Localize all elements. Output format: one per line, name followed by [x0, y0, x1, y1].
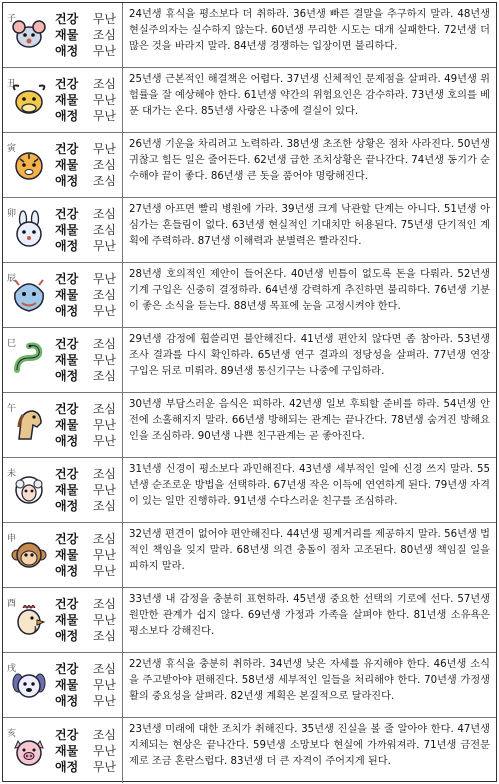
category-wealth-label: 재물: [55, 743, 79, 758]
health-value: 조심: [92, 727, 116, 742]
fortune-status: [55, 596, 122, 644]
category-love-label: 애정: [55, 304, 79, 318]
horoscope-row-12: [3, 718, 496, 783]
status-health: [55, 596, 116, 612]
row-header: [3, 328, 123, 392]
zodiac-hanja: 未: [7, 469, 17, 479]
wealth-value: 무난: [92, 548, 116, 562]
status-wealth: [55, 157, 116, 173]
status-wealth: [55, 417, 116, 433]
zodiac-hanja: 寅: [7, 144, 17, 154]
love-value: 조심: [92, 629, 116, 643]
status-health: [55, 727, 116, 743]
wealth-value: 조심: [92, 288, 116, 302]
category-health-label: 건강: [55, 467, 79, 481]
status-health: [55, 466, 116, 482]
health-value: 조심: [92, 662, 116, 676]
love-value: 조심: [92, 369, 116, 383]
health-value: 무난: [92, 272, 116, 286]
status-love: [55, 498, 116, 514]
zodiac-hanja: 巳: [7, 339, 17, 349]
status-wealth: [55, 222, 116, 238]
fortune-status: [55, 271, 122, 319]
wealth-value: 조심: [92, 28, 116, 42]
row-header: [3, 588, 123, 652]
wealth-value: 조심: [92, 158, 116, 172]
category-health-label: 건강: [55, 337, 79, 351]
category-health-label: 건강: [55, 402, 79, 416]
horoscope-row-10: [3, 588, 496, 653]
fortune-status: [55, 727, 122, 775]
status-love: [55, 173, 116, 189]
fortune-status: [55, 661, 122, 709]
zodiac-hanja: 丑: [7, 79, 17, 89]
zodiac-animal: [3, 263, 55, 327]
health-value: 조심: [92, 207, 116, 221]
health-value: 조심: [92, 77, 116, 91]
fortune-text: 31년생 신경이 평소보다 과민해진다. 43년생 세부적인 일에 신경 쓰지 말라. 55년생 순조로운 방법을 선택하라. 67년생 작은 이득에 연연하게 된다. 79년생 자격이 있는 일만 진행하라. 91년생 수다스러운 친구를 조심하라.: [129, 464, 490, 507]
love-value: 무난: [92, 759, 116, 774]
love-value: 무난: [92, 564, 116, 578]
row-header: [3, 523, 123, 587]
zodiac-animal: [3, 458, 55, 522]
category-wealth-label: 재물: [55, 223, 79, 237]
fortune-text: 24년생 휴식을 평소보다 더 취하라. 36년생 빠른 결말을 추구하지 말라. 48년생 현실주의자는 실수하지 않는다. 60년생 무리한 시도는 대개 실패한다. 72년생 더 많은 것을 바라지 말라. 84년생 경쟁하는 입장이면 불리하다.: [129, 9, 490, 52]
health-value: 조심: [92, 532, 116, 546]
category-health-label: 건강: [55, 662, 79, 676]
fortune-text: 26년생 기운을 차리려고 노력하라. 38년생 초조한 상황은 점차 사라진다. 50년생 귀찮고 힘든 일은 줄어든다. 62년생 급한 조치상황은 끝나간다. 74년생 동기가 순수해야 끝이 좋다. 86년생 큰 돗을 품어야 명랑해진다.: [129, 139, 490, 182]
status-love: [55, 43, 116, 59]
wealth-value: 무난: [92, 418, 116, 432]
zodiac-hanja: 辰: [7, 274, 17, 284]
row-header: [3, 263, 123, 327]
status-love: [55, 108, 116, 124]
fortune-text: 27년생 아프면 빨리 병원에 가라. 39년생 크게 낙관할 단계는 아니다. 51년생 아심가는 흔들림이 없다. 63년생 현실적인 기대치만 허용된다. 75년생 단기적인 계획에 주력하라. 87년생 이해력과 분별력은 빨라진다.: [129, 204, 490, 247]
category-health-label: 건강: [55, 77, 79, 91]
status-love: [55, 693, 116, 709]
zodiac-animal: [3, 653, 55, 717]
category-wealth-label: 재물: [55, 158, 79, 172]
fortune-text: 23년생 미래에 대한 조치가 취해진다. 35년생 진실을 볼 줄 알아야 한다. 47년생 지체되는 현상은 끝나간다. 59년생 소망보다 현실에 가까워져라. 71년생 금전문제로 조금 혼란스럽다. 83년생 더 큰 자격이 주어지게 된다.: [129, 724, 490, 767]
wealth-value: 무난: [92, 93, 116, 107]
status-love: [55, 303, 116, 319]
zodiac-hanja: 午: [7, 404, 17, 414]
category-love-label: 애정: [55, 369, 79, 383]
health-value: 무난: [92, 142, 116, 156]
horoscope-row-9: [3, 523, 496, 588]
status-health: [55, 141, 116, 157]
zodiac-hanja: 酉: [7, 599, 17, 609]
health-value: 조심: [92, 467, 116, 481]
category-health-label: 건강: [55, 272, 79, 286]
category-love-label: 애정: [55, 239, 79, 253]
love-value: 조심: [92, 174, 116, 188]
fortune-status: [55, 206, 122, 254]
category-health-label: 건강: [55, 597, 79, 611]
category-wealth-label: 재물: [55, 613, 79, 627]
zodiac-hanja: 申: [7, 534, 17, 544]
category-love-label: 애정: [55, 694, 79, 708]
status-health: [55, 206, 116, 222]
category-health-label: 건강: [55, 207, 79, 221]
fortune-text: 29년생 감정에 휩쓸리면 불안해진다. 41년생 편안치 않다면 좀 참아라. 53년생 조사 결과를 다시 확인하라. 65년생 연구 결과의 정당성을 살펴라. 77년생 연장 구입은 뒤로 미뤄라. 89년생 통신기구는 나중에 구입하라.: [129, 334, 490, 377]
health-value: 조심: [92, 597, 116, 611]
category-love-label: 애정: [55, 759, 79, 774]
zodiac-hanja: 卯: [7, 209, 17, 219]
category-health-label: 건강: [55, 727, 79, 742]
zodiac-hanja: 亥: [7, 729, 17, 739]
category-health-label: 건강: [55, 142, 79, 156]
zodiac-animal: [3, 588, 55, 652]
status-love: [55, 238, 116, 254]
category-wealth-label: 재물: [55, 93, 79, 107]
category-love-label: 애정: [55, 434, 79, 448]
category-health-label: 건강: [55, 532, 79, 546]
row-header: [3, 198, 123, 262]
row-header: [3, 68, 123, 132]
category-love-label: 애정: [55, 629, 79, 643]
status-wealth: [55, 547, 116, 563]
category-love-label: 애정: [55, 174, 79, 188]
category-wealth-label: 재물: [55, 418, 79, 432]
status-wealth: [55, 352, 116, 368]
status-health: [55, 401, 116, 417]
horoscope-row-3: [3, 133, 496, 198]
horoscope-row-8: [3, 458, 496, 523]
row-header: [3, 3, 123, 67]
row-header: [3, 653, 123, 717]
horoscope-row-11: [3, 653, 496, 718]
status-wealth: [55, 92, 116, 108]
love-value: 무난: [92, 434, 116, 448]
status-wealth: [55, 743, 116, 759]
row-header: [3, 458, 123, 522]
row-header: [3, 718, 123, 783]
fortune-text: 22년생 휴식을 충분히 취하라. 34년생 낮은 자세를 유지해야 한다. 46년생 소식을 주고받아야 편해진다. 58년생 세부적인 일들을 처리해야 한다. 70년생 가정생활의 중요성을 살펴라. 82년생 계획은 본질적으로 달라진다.: [129, 659, 490, 702]
fortune-text: 32년생 편견이 없어야 편안해진다. 44년생 핑계거리를 제공하지 말라. 56년생 법적인 책임을 잊지 말라. 68년생 의견 충돌이 점차 고조된다. 80년생 책임질 일을 피하지 말라.: [129, 529, 490, 572]
health-value: 조심: [92, 337, 116, 351]
horoscope-row-4: [3, 198, 496, 263]
category-wealth-label: 재물: [55, 483, 79, 497]
love-value: 조심: [92, 499, 116, 513]
horoscope-row-6: [3, 328, 496, 393]
love-value: 무난: [92, 109, 116, 123]
zodiac-animal: [3, 718, 55, 783]
zodiac-hanja: 子: [7, 14, 17, 24]
zodiac-animal: [3, 3, 55, 67]
wealth-value: 무난: [92, 678, 116, 692]
zodiac-animal: [3, 133, 55, 197]
row-header: [3, 133, 123, 197]
fortune-text: 33년생 내 감정을 충분히 표현하라. 45년생 중요한 선택의 기로에 선다. 57년생 원만한 관계가 쉽지 않다. 69년생 가정과 가족을 살펴야 한다. 81년생 소유욕은 평소보다 강해진다.: [129, 594, 490, 637]
health-value: 무난: [92, 12, 116, 26]
category-wealth-label: 재물: [55, 288, 79, 302]
status-health: [55, 11, 116, 27]
horoscope-table: [2, 2, 497, 782]
status-love: [55, 563, 116, 579]
category-love-label: 애정: [55, 44, 79, 58]
wealth-value: 조심: [92, 223, 116, 237]
category-wealth-label: 재물: [55, 548, 79, 562]
wealth-value: 무난: [92, 613, 116, 627]
fortune-status: [55, 76, 122, 124]
love-value: 무난: [92, 694, 116, 708]
category-love-label: 애정: [55, 109, 79, 123]
health-value: 조심: [92, 402, 116, 416]
status-love: [55, 628, 116, 644]
horoscope-row-2: [3, 68, 496, 133]
status-wealth: [55, 612, 116, 628]
horoscope-row-5: [3, 263, 496, 328]
row-header: [3, 393, 123, 457]
fortune-text: 25년생 근본적인 해결책은 어렵다. 37년생 신체적인 문제점을 살펴라. 49년생 위험률을 잘 예상해야 한다. 61년생 약간의 위험요인은 감수하라. 73년생 호의를 베푼 대가는 온다. 85년생 사랑은 나중에 결실이 있다.: [129, 74, 490, 117]
status-love: [55, 759, 116, 775]
wealth-value: 무난: [92, 353, 116, 367]
zodiac-animal: [3, 68, 55, 132]
status-health: [55, 531, 116, 547]
status-love: [55, 433, 116, 449]
fortune-status: [55, 466, 122, 514]
category-love-label: 애정: [55, 564, 79, 578]
love-value: 무난: [92, 304, 116, 318]
category-love-label: 애정: [55, 499, 79, 513]
zodiac-hanja: 戌: [7, 664, 17, 674]
wealth-value: 무난: [92, 743, 116, 758]
status-love: [55, 368, 116, 384]
status-wealth: [55, 287, 116, 303]
status-health: [55, 336, 116, 352]
status-health: [55, 661, 116, 677]
fortune-status: [55, 531, 122, 579]
status-wealth: [55, 482, 116, 498]
fortune-text: 28년생 호의적인 제안이 들어온다. 40년생 빈틈이 없도록 돈을 다뤄라. 52년생 기계 구입은 신중히 결정하라. 64년생 강력하게 추진하면 불리하다. 76년생 기분이 좋은 소식을 듣는다. 88년생 목표에 눈을 고정시켜야 한다.: [129, 269, 490, 312]
zodiac-animal: [3, 393, 55, 457]
category-health-label: 건강: [55, 12, 79, 26]
category-wealth-label: 재물: [55, 678, 79, 692]
fortune-status: [55, 11, 122, 59]
status-wealth: [55, 677, 116, 693]
fortune-status: [55, 401, 122, 449]
fortune-text: 30년생 부담스러운 음식은 피하라. 42년생 일보 후퇴할 준비를 하라. 54년생 안전에 소홀해지지 말라. 66년생 방해되는 관계는 끝나간다. 78년생 숨겨진 방해요인을 조심하라. 90년생 나쁜 친구관계는 곧 좋아진다.: [129, 399, 490, 442]
horoscope-row-7: [3, 393, 496, 458]
zodiac-animal: [3, 523, 55, 587]
fortune-status: [55, 141, 122, 189]
category-wealth-label: 재물: [55, 353, 79, 367]
status-health: [55, 76, 116, 92]
love-value: 무난: [92, 44, 116, 58]
wealth-value: 무난: [92, 483, 116, 497]
horoscope-row-1: [3, 3, 496, 68]
fortune-status: [55, 336, 122, 384]
status-health: [55, 271, 116, 287]
love-value: 무난: [92, 239, 116, 253]
category-wealth-label: 재물: [55, 28, 79, 42]
zodiac-animal: [3, 198, 55, 262]
status-wealth: [55, 27, 116, 43]
zodiac-animal: [3, 328, 55, 392]
